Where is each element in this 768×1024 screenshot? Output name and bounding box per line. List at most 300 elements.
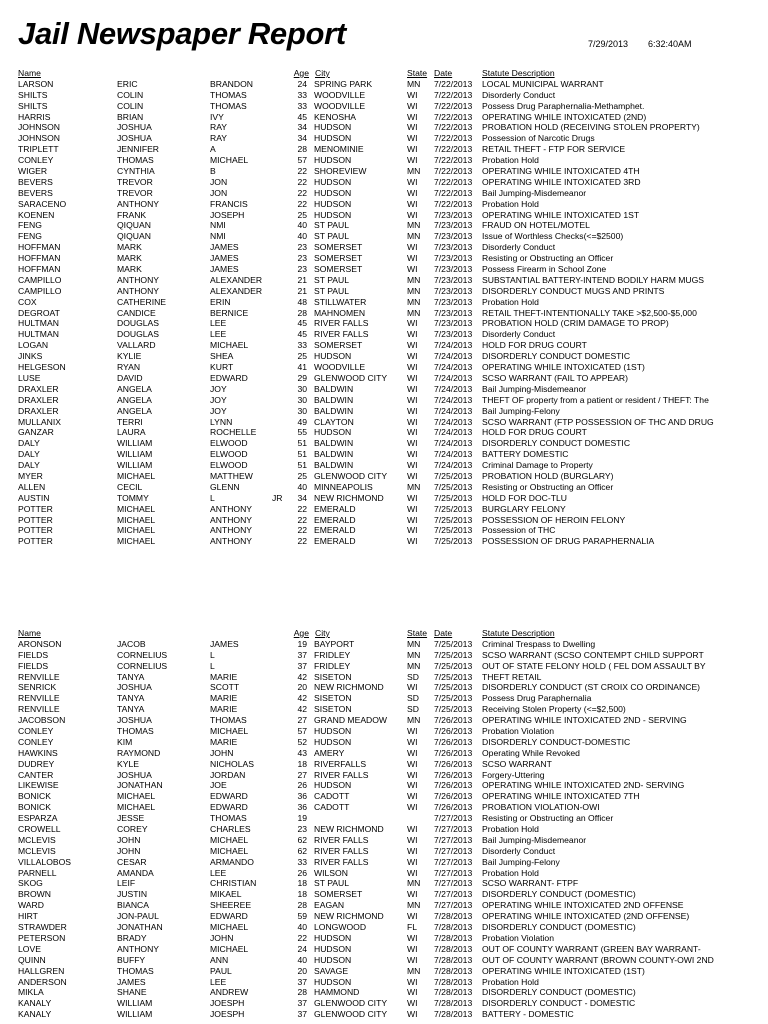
date: 7/23/2013 (434, 318, 473, 329)
middle-name: NICHOLAS (210, 758, 254, 769)
age: 51 (297, 460, 307, 471)
last-name: QUINN (18, 954, 46, 965)
state: WI (407, 867, 418, 878)
middle-name: ERIN (210, 296, 231, 307)
middle-name: BERNICE (210, 307, 249, 318)
statute-description: PROBATION HOLD (CRIM DAMAGE TO PROP) (482, 318, 669, 329)
statute-description: POSSESSION OF DRUG PARAPHERNALIA (482, 536, 655, 547)
date: 7/25/2013 (434, 525, 473, 536)
city: SOMERSET (314, 253, 363, 264)
last-name: ALLEN (18, 481, 46, 492)
table-row (0, 417, 768, 428)
state: WI (407, 998, 418, 1009)
last-name: LOGAN (18, 340, 49, 351)
middle-name: ALEXANDER (210, 285, 263, 296)
first-name: CORNELIUS (117, 660, 168, 671)
first-name: WILLIAM (117, 460, 153, 471)
statute-description: Resisting or Obstructing an Officer (482, 481, 614, 492)
city: ST PAUL (314, 285, 350, 296)
table-row (0, 650, 768, 661)
middle-name: GLENN (210, 481, 240, 492)
last-name: JACOBSON (18, 715, 66, 726)
last-name: DRAXLER (18, 405, 59, 416)
statute-description: Criminal Damage to Property (482, 460, 593, 471)
first-name: FRANK (117, 209, 147, 220)
date: 7/25/2013 (434, 649, 473, 660)
city: SAVAGE (314, 965, 349, 976)
table-row (0, 726, 768, 737)
city: WOODVILLE (314, 100, 366, 111)
statute-description: Disorderly Conduct (482, 242, 556, 253)
state: MN (407, 220, 421, 231)
age: 45 (297, 329, 307, 340)
age: 51 (297, 438, 307, 449)
last-name: DALY (18, 460, 40, 471)
middle-name: L (210, 660, 215, 671)
age: 25 (297, 351, 307, 362)
header-age: Age (293, 68, 309, 78)
date: 7/25/2013 (434, 492, 473, 503)
middle-name: EDWARD (210, 791, 248, 802)
state: FL (407, 922, 418, 933)
last-name: BEVERS (18, 187, 53, 198)
table-row (0, 133, 768, 144)
first-name: CATHERINE (117, 296, 167, 307)
date: 7/23/2013 (434, 209, 473, 220)
statute-description: Criminal Trespass to Dwelling (482, 638, 596, 649)
city: CLAYTON (314, 416, 354, 427)
date: 7/24/2013 (434, 362, 473, 373)
date: 7/24/2013 (434, 372, 473, 383)
first-name: JOSHUA (117, 715, 152, 726)
header-date: Date (434, 68, 453, 78)
last-name: CONLEY (18, 155, 54, 166)
last-name: HOFFMAN (18, 242, 61, 253)
date: 7/28/2013 (434, 932, 473, 943)
last-name: KANALY (18, 998, 52, 1009)
last-name: ARONSON (18, 638, 62, 649)
last-name: DUDREY (18, 758, 55, 769)
age: 23 (297, 264, 307, 275)
age: 19 (297, 638, 307, 649)
date: 7/26/2013 (434, 736, 473, 747)
last-name: HULTMAN (18, 329, 59, 340)
date: 7/22/2013 (434, 144, 473, 155)
table-row (0, 199, 768, 210)
statute-description: OPERATING WHILE INTOXICATED (2ND OFFENSE) (482, 911, 690, 922)
first-name: CANDICE (117, 307, 156, 318)
first-name: BRADY (117, 932, 147, 943)
state: WI (407, 100, 418, 111)
age: 37 (297, 976, 307, 987)
statute-description: PROBATION VIOLATION-OWI (482, 802, 600, 813)
statute-description: OUT OF COUNTY WARRANT (BROWN COUNTY-OWI 2ND (482, 954, 714, 965)
statute-description: Bail Jumping-Misdemeanor (482, 383, 587, 394)
age: 24 (297, 943, 307, 954)
date: 7/23/2013 (434, 307, 473, 318)
suffix: JR (272, 492, 283, 503)
middle-name: LYNN (210, 416, 233, 427)
statute-description: DISORDERLY CONDUCT (DOMESTIC) (482, 987, 636, 998)
state: WI (407, 932, 418, 943)
last-name: COX (18, 296, 37, 307)
state: WI (407, 133, 418, 144)
age: 20 (297, 682, 307, 693)
last-name: SHILTS (18, 100, 48, 111)
table-row (0, 1009, 768, 1020)
table-row (0, 188, 768, 199)
table-row (0, 79, 768, 90)
state: MN (407, 231, 421, 242)
last-name: LUSE (18, 372, 41, 383)
age: 40 (297, 922, 307, 933)
city: FRIDLEY (314, 660, 351, 671)
middle-name: LEE (210, 329, 227, 340)
date: 7/23/2013 (434, 329, 473, 340)
city: GLENWOOD CITY (314, 998, 388, 1009)
statute-description: Receiving Stolen Property (<=$2,500) (482, 704, 626, 715)
city: NEW RICHMOND (314, 911, 384, 922)
state: WI (407, 889, 418, 900)
last-name: MCLEVIS (18, 845, 56, 856)
middle-name: MICHAEL (210, 943, 249, 954)
age: 28 (297, 144, 307, 155)
middle-name: NMI (210, 220, 226, 231)
middle-name: ALEXANDER (210, 274, 263, 285)
middle-name: IVY (210, 111, 224, 122)
state: WI (407, 383, 418, 394)
table-row (0, 791, 768, 802)
middle-name: EDWARD (210, 802, 248, 813)
middle-name: THOMAS (210, 100, 247, 111)
table-row (0, 748, 768, 759)
date: 7/24/2013 (434, 438, 473, 449)
middle-name: MATTHEW (210, 470, 253, 481)
age: 22 (297, 514, 307, 525)
table-row (0, 661, 768, 672)
last-name: HAWKINS (18, 747, 58, 758)
table-row (0, 525, 768, 536)
last-name: ANDERSON (18, 976, 67, 987)
state: WI (407, 1009, 418, 1020)
first-name: COLIN (117, 100, 144, 111)
city: BALDWIN (314, 383, 354, 394)
first-name: DOUGLAS (117, 318, 160, 329)
table-header (0, 68, 768, 79)
age: 37 (297, 1009, 307, 1020)
age: 22 (297, 198, 307, 209)
last-name: SENRICK (18, 682, 57, 693)
statute-description: Bail Jumping-Misdemeanor (482, 187, 587, 198)
middle-name: SHEEREE (210, 900, 252, 911)
table-row (0, 406, 768, 417)
state: WI (407, 155, 418, 166)
date: 7/22/2013 (434, 89, 473, 100)
state: WI (407, 747, 418, 758)
date: 7/26/2013 (434, 758, 473, 769)
last-name: STRAWDER (18, 922, 67, 933)
statute-description: RETAIL THEFT-INTENTIONALLY TAKE >$2,500-$5,000 (482, 307, 697, 318)
state: WI (407, 405, 418, 416)
table-row (0, 802, 768, 813)
statute-description: Forgery-Uttering (482, 769, 545, 780)
middle-name: RAY (210, 122, 228, 133)
statute-description: OPERATING WHILE INTOXICATED 3RD (482, 176, 641, 187)
last-name: FENG (18, 220, 42, 231)
state: WI (407, 976, 418, 987)
city: RIVER FALLS (314, 329, 369, 340)
city: SOMERSET (314, 264, 363, 275)
state: SD (407, 693, 419, 704)
first-name: CORNELIUS (117, 649, 168, 660)
last-name: LIKEWISE (18, 780, 59, 791)
last-name: DEGROAT (18, 307, 60, 318)
last-name: CANTER (18, 769, 54, 780)
age: 22 (297, 166, 307, 177)
header-city: City (315, 68, 330, 78)
last-name: MYER (18, 470, 43, 481)
middle-name: NMI (210, 231, 226, 242)
date: 7/23/2013 (434, 253, 473, 264)
statute-description: SCSO WARRANT (FTP POSSESSION OF THC AND DRUG (482, 416, 714, 427)
first-name: MARK (117, 264, 142, 275)
last-name: SHILTS (18, 89, 48, 100)
state: WI (407, 351, 418, 362)
city: STILLWATER (314, 296, 367, 307)
age: 18 (297, 878, 307, 889)
date: 7/25/2013 (434, 671, 473, 682)
city: SHOREVIEW (314, 166, 367, 177)
first-name: TOMMY (117, 492, 149, 503)
middle-name: A (210, 144, 216, 155)
city: SISETON (314, 671, 352, 682)
city: HUDSON (314, 122, 352, 133)
age: 18 (297, 889, 307, 900)
age: 25 (297, 209, 307, 220)
state: WI (407, 987, 418, 998)
statute-description: Issue of Worthless Checks(<=$2500) (482, 231, 624, 242)
last-name: SARACENO (18, 198, 67, 209)
date: 7/24/2013 (434, 449, 473, 460)
middle-name: CHARLES (210, 824, 251, 835)
date: 7/26/2013 (434, 802, 473, 813)
city: EMERALD (314, 503, 356, 514)
age: 22 (297, 525, 307, 536)
city: HUDSON (314, 176, 352, 187)
first-name: MICHAEL (117, 791, 156, 802)
first-name: ANGELA (117, 383, 152, 394)
middle-name: MICHAEL (210, 922, 249, 933)
table-row (0, 835, 768, 846)
statute-description: HOLD FOR DRUG COURT (482, 340, 587, 351)
age: 22 (297, 187, 307, 198)
first-name: TANYA (117, 693, 145, 704)
middle-name: JAMES (210, 264, 239, 275)
statute-description: POSSESSION OF HEROIN FELONY (482, 514, 626, 525)
first-name: TANYA (117, 704, 145, 715)
middle-name: JAMES (210, 638, 239, 649)
state: WI (407, 122, 418, 133)
first-name: THOMAS (117, 155, 154, 166)
table-row (0, 242, 768, 253)
last-name: ESPARZA (18, 813, 58, 824)
table-row (0, 857, 768, 868)
first-name: JUSTIN (117, 889, 148, 900)
statute-description: Possess Drug Paraphernalia (482, 693, 592, 704)
first-name: JOHN (117, 845, 141, 856)
city: HUDSON (314, 932, 352, 943)
header-date: Date (434, 628, 453, 638)
header-city: City (315, 628, 330, 638)
last-name: JOHNSON (18, 133, 61, 144)
last-name: HOFFMAN (18, 264, 61, 275)
state: WI (407, 427, 418, 438)
age: 42 (297, 704, 307, 715)
first-name: JESSE (117, 813, 145, 824)
age: 30 (297, 383, 307, 394)
first-name: BIANCA (117, 900, 149, 911)
table-row (0, 998, 768, 1009)
first-name: CYNTHIA (117, 166, 155, 177)
table-row (0, 759, 768, 770)
table-row (0, 231, 768, 242)
age: 23 (297, 253, 307, 264)
table-row (0, 878, 768, 889)
table-row (0, 682, 768, 693)
statute-description: HOLD FOR DOC-TLU (482, 492, 567, 503)
middle-name: BRANDON (210, 78, 253, 89)
middle-name: ANN (210, 954, 229, 965)
date: 7/23/2013 (434, 264, 473, 275)
date: 7/23/2013 (434, 231, 473, 242)
date: 7/26/2013 (434, 769, 473, 780)
first-name: JOSHUA (117, 133, 152, 144)
first-name: THOMAS (117, 726, 154, 737)
first-name: MICHAEL (117, 525, 156, 536)
age: 37 (297, 998, 307, 1009)
last-name: CAMPILLO (18, 285, 62, 296)
last-name: JINKS (18, 351, 43, 362)
state: WI (407, 954, 418, 965)
city: ST PAUL (314, 878, 350, 889)
age: 55 (297, 427, 307, 438)
age: 33 (297, 856, 307, 867)
date: 7/22/2013 (434, 122, 473, 133)
age: 21 (297, 274, 307, 285)
middle-name: EDWARD (210, 372, 248, 383)
state: WI (407, 856, 418, 867)
date: 7/24/2013 (434, 405, 473, 416)
city: NEW RICHMOND (314, 824, 384, 835)
state: WI (407, 943, 418, 954)
statute-description: OPERATING WHILE INTOXICATED 4TH (482, 166, 640, 177)
first-name: RAYMOND (117, 747, 161, 758)
report-table-2 (0, 628, 768, 1020)
table-row (0, 308, 768, 319)
state: WI (407, 362, 418, 373)
first-name: WILLIAM (117, 1009, 153, 1020)
first-name: WILLIAM (117, 998, 153, 1009)
state: WI (407, 144, 418, 155)
state: WI (407, 318, 418, 329)
first-name: JONATHAN (117, 922, 163, 933)
date: 7/27/2013 (434, 856, 473, 867)
first-name: JAMES (117, 976, 146, 987)
statute-description: OPERATING WHILE INTOXICATED 2ND OFFENSE (482, 900, 684, 911)
state: SD (407, 704, 419, 715)
middle-name: SHEA (210, 351, 234, 362)
table-row (0, 166, 768, 177)
table-row (0, 889, 768, 900)
age: 22 (297, 932, 307, 943)
date: 7/24/2013 (434, 394, 473, 405)
age: 40 (297, 954, 307, 965)
statute-description: Resisting or Obstructing an Officer (482, 253, 614, 264)
first-name: MICHAEL (117, 470, 156, 481)
middle-name: B (210, 166, 216, 177)
state: WI (407, 198, 418, 209)
last-name: HARRIS (18, 111, 51, 122)
age: 40 (297, 481, 307, 492)
city: MAHNOMEN (314, 307, 366, 318)
first-name: ANGELA (117, 405, 152, 416)
age: 33 (297, 100, 307, 111)
city: RIVER FALLS (314, 845, 369, 856)
city: HUDSON (314, 943, 352, 954)
state: WI (407, 329, 418, 340)
state: MN (407, 166, 421, 177)
middle-name: MARIE (210, 704, 238, 715)
age: 42 (297, 693, 307, 704)
city: BAYPORT (314, 638, 355, 649)
table-row (0, 482, 768, 493)
middle-name: LEE (210, 976, 227, 987)
date: 7/25/2013 (434, 638, 473, 649)
table-row (0, 438, 768, 449)
age: 18 (297, 758, 307, 769)
date: 7/22/2013 (434, 111, 473, 122)
state: MN (407, 296, 421, 307)
last-name: POTTER (18, 536, 53, 547)
statute-description: FRAUD ON HOTEL/MOTEL (482, 220, 590, 231)
last-name: MULLANIX (18, 416, 61, 427)
state: WI (407, 682, 418, 693)
statute-description: OPERATING WHILE INTOXICATED (2ND) (482, 111, 647, 122)
middle-name: JOY (210, 394, 227, 405)
date: 7/23/2013 (434, 220, 473, 231)
first-name: TREVOR (117, 187, 153, 198)
age: 24 (297, 78, 307, 89)
last-name: HIRT (18, 911, 38, 922)
first-name: DAVID (117, 372, 143, 383)
table-row (0, 824, 768, 835)
state: WI (407, 845, 418, 856)
middle-name: THOMAS (210, 89, 247, 100)
first-name: KIM (117, 736, 133, 747)
table-row (0, 900, 768, 911)
report-time: 6:32:40AM (648, 39, 692, 49)
table-row (0, 427, 768, 438)
first-name: JOSHUA (117, 122, 152, 133)
middle-name: JOHN (210, 747, 234, 758)
table-row (0, 493, 768, 504)
date: 7/26/2013 (434, 791, 473, 802)
middle-name: JOESPH (210, 1009, 245, 1020)
age: 27 (297, 715, 307, 726)
city: BALDWIN (314, 438, 354, 449)
middle-name: FRANCIS (210, 198, 248, 209)
middle-name: ANDREW (210, 987, 249, 998)
